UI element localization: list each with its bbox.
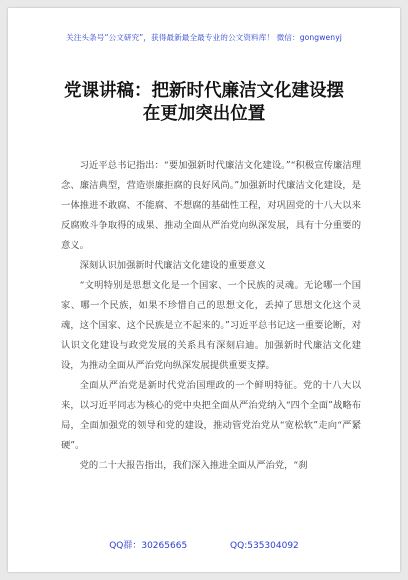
- header-note: 关注头条号“公文研究”，获得最新最全最专业的公文资料库！ 微信：gongwenyj: [66, 33, 342, 42]
- section-heading: 深刻认识加强新时代廉洁文化建设的重要意义: [79, 260, 266, 271]
- paragraph-culture: “文明特别是思想文化是一个国家、一个民族的灵魂。无论哪一个国家、哪一个民族，如果不珍惜自己的思想文化，丢掉了思想文化这个灵魂，这个国家、这个民族是立不起来的。”习近平总书记这一重要论断，对认识文化建设与政党发展的关系具有深刻启迪。加强新时代廉洁文化建设，为推动全面从严治党向纵深发展提供重要支撑。: [61, 280, 361, 371]
- title-line-1: 党课讲稿：把新时代廉洁文化建设摆: [64, 81, 344, 101]
- document-body: [61, 156, 361, 476]
- paragraph-intro: 习近平总书记指出：“要加强新时代廉洁文化建设。”“积极宣传廉洁理念、廉洁典型，营造崇廉拒腐的良好风尚。”加强新时代廉洁文化建设，是一体推进不敢腐、不能腐、不想腐的基础性工程，对巩固党的十八大以来反腐败斗争取得的成果、推动全面从严治党向纵深发展，具有十分重要的意义。: [61, 160, 361, 251]
- title-line-2: 在更加突出位置: [142, 104, 266, 124]
- paragraph-twentieth-congress: 党的二十大报告指出，我们深入推进全面从严治党，“刹: [79, 460, 308, 471]
- paragraph-strict-governance: 全面从严治党是新时代党治国理政的一个鲜明特征。党的十八大以来，以习近平同志为核心的党中央把全面从严治党纳入“四个全面”战略布局，全面加强党的领导和党的建设，推动管党治党从“宽松软”走向“严紧硬”。: [61, 380, 361, 451]
- footer-qq: QQ:535304092: [230, 541, 299, 551]
- document-title: [38, 80, 370, 126]
- document-page: [8, 8, 400, 572]
- footer-qq-group: QQ群：30265665: [109, 541, 188, 551]
- footer-contact: [8, 538, 400, 551]
